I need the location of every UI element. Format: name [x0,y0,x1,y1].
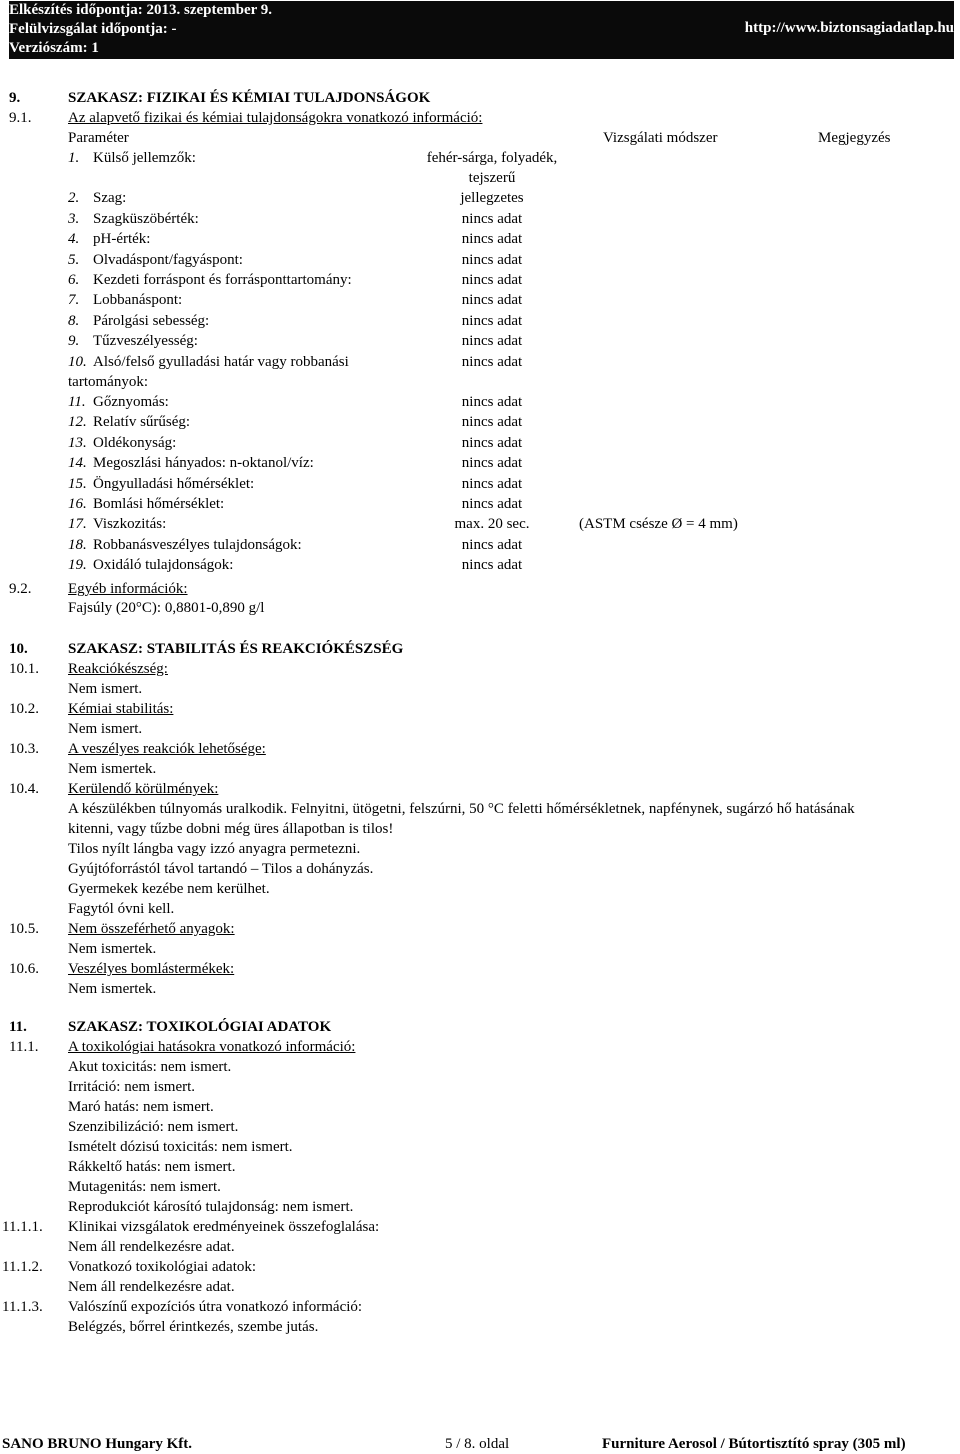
property-number: 11. [68,394,86,410]
property-value-cont: tejszerű [468,170,516,186]
property-value: nincs adat [461,394,523,410]
property-label: Tűzveszélyesség: [93,333,198,350]
section10-title: SZAKASZ: STABILITÁS ÉS REAKCIÓKÉSZSÉG [68,641,404,657]
property-label: Párolgási sebesség: [93,312,210,329]
property-label: Bomlási hőmérséklet: [93,496,225,512]
property-label: Kezdeti forráspont és forrásponttartomány: [93,272,352,288]
toxicology-item-text: Belégzés, bőrrel érintkezés, szembe jutás. [68,1319,319,1335]
section9-2-number: 9.2. [9,581,32,597]
section9-1-number: 9.1. [9,110,32,126]
subsection-text: Nem ismertek. [68,981,157,997]
subsection-title: Kémiai stabilitás: [68,701,174,717]
section9-title: SZAKASZ: FIZIKAI ÉS KÉMIAI TULAJDONSÁGOK [68,90,431,106]
property-label: Relatív sűrűség: [93,414,191,431]
toxicology-item-title: Klinikai vizsgálatok eredményeinek összefoglalása: [68,1219,380,1235]
property-number: 14. [68,455,87,472]
property-label: Gőznyomás: [93,394,169,410]
property-note: (ASTM csésze Ø = 4 mm) [579,516,738,533]
column-method: Vizsgálati módszer [603,130,718,146]
toxicology-line: Szenzibilizáció: nem ismert. [68,1119,239,1135]
section11-1-number: 11.1. [9,1039,39,1055]
toxicology-line: Maró hatás: nem ismert. [68,1099,214,1115]
subsection-number: 10.4. [9,781,39,797]
property-value: nincs adat [461,353,523,370]
property-label: pH-érték: [93,231,151,248]
footer-product: Furniture Aerosol / Bútortisztító spray (305 ml) [602,1436,906,1452]
property-label-cont: tartományok: [68,373,148,390]
property-number: 16. [68,496,87,512]
toxicology-item-number: 11.1.2. [2,1259,43,1275]
property-value: nincs adat [461,475,523,492]
density-text: Fajsúly (20°C): 0,8801-0,890 g/l [68,600,265,616]
property-value: nincs adat [461,251,523,268]
property-label: Oxidáló tulajdonságok: [93,557,234,574]
property-value: fehér-sárga, folyadék, [426,150,558,166]
subsection-title: Nem összeférhető anyagok: [68,921,235,937]
column-note: Megjegyzés [818,130,891,146]
property-label: Alsó/felső gyulladási határ vagy robbanási [93,353,349,370]
property-number: 10. [68,353,87,370]
toxicology-item-title: Vonatkozó toxikológiai adatok: [68,1259,257,1275]
property-number: 4. [68,231,80,248]
property-value: nincs adat [461,231,523,248]
property-number: 5. [68,251,80,268]
subsection-text: Fagytól óvni kell. [68,901,175,917]
property-number: 2. [68,190,80,207]
section9-1-title: Az alapvető fizikai és kémiai tulajdonságokra vonatkozó információ: [68,110,483,126]
property-value: nincs adat [461,210,523,227]
section9-number: 9. [9,90,21,106]
property-label: Megoszlási hányados: n-oktanol/víz: [93,455,314,472]
property-value: nincs adat [461,414,523,431]
property-value: nincs adat [461,536,523,553]
subsection-number: 10.3. [9,741,39,757]
property-number: 9. [68,333,80,350]
property-label: Robbanásveszélyes tulajdonságok: [93,536,302,553]
subsection-number: 10.5. [9,921,39,937]
property-number: 3. [68,210,80,227]
property-value: nincs adat [461,292,523,309]
version-number: Verziószám: 1 [9,40,99,56]
subsection-number: 10.2. [9,701,39,717]
subsection-text: A készülékben túlnyomás uralkodik. Felnyitni, ütögetni, felszúrni, 50 °C feletti hőmérsékletnek, napfénynek, sugárzó hő hatásának [68,801,855,817]
toxicology-item-text: Nem áll rendelkezésre adat. [68,1239,235,1255]
toxicology-line: Akut toxicitás: nem ismert. [68,1059,232,1075]
property-value: nincs adat [461,333,523,350]
property-label: Szagküszöbérték: [93,210,199,227]
property-number: 7. [68,292,80,309]
property-value: nincs adat [461,434,523,451]
property-number: 17. [68,516,87,533]
property-label: Viszkozitás: [93,516,167,533]
property-label: Öngyulladási hőmérséklet: [93,475,255,492]
section10-number: 10. [9,641,28,657]
property-value: nincs adat [461,312,523,329]
subsection-text: Tilos nyílt lángba vagy izzó anyagra permetezni. [68,841,361,857]
property-label: Lobbanáspont: [93,292,183,309]
subsection-title: A veszélyes reakciók lehetősége: [68,741,266,757]
toxicology-item-number: 11.1.3. [2,1299,43,1315]
toxicology-item-number: 11.1.1. [2,1219,43,1235]
toxicology-line: Irritáció: nem ismert. [68,1079,196,1095]
property-label: Szag: [93,190,127,207]
property-value: nincs adat [461,272,523,288]
toxicology-item-text: Nem áll rendelkezésre adat. [68,1279,235,1295]
property-number: 6. [68,272,80,288]
column-parameter: Paraméter [68,130,129,146]
property-value: nincs adat [461,455,523,472]
toxicology-line: Reprodukciót károsító tulajdonság: nem ismert. [68,1199,354,1215]
property-number: 19. [68,557,87,574]
toxicology-item-title: Valószínű expozíciós útra vonatkozó információ: [68,1299,363,1315]
section9-2-title: Egyéb információk: [68,581,188,597]
subsection-text: Gyújtóforrástól távol tartandó – Tilos a dohányzás. [68,861,374,877]
property-value: jellegzetes [460,190,524,207]
property-number: 1. [68,150,80,166]
subsection-text: kitenni, vagy tűzbe dobni még üres állapotban is tilos! [68,821,394,837]
property-label: Külső jellemzők: [93,150,196,166]
section11-number: 11. [9,1019,27,1035]
subsection-title: Reakciókészség: [68,661,168,677]
toxicology-line: Ismételt dózisú toxicitás: nem ismert. [68,1139,293,1155]
property-number: 18. [68,536,87,553]
revision-date: Felülvizsgálat időpontja: - [9,21,177,37]
footer-page-number: 5 / 8. oldal [445,1436,510,1452]
toxicology-line: Rákkeltő hatás: nem ismert. [68,1159,236,1175]
property-number: 8. [68,312,80,329]
section11-1-title: A toxikológiai hatásokra vonatkozó információ: [68,1039,356,1055]
property-label: Olvadáspont/fagyáspont: [93,251,243,268]
property-value: nincs adat [461,496,523,512]
property-label: Oldékonyság: [93,434,177,451]
subsection-number: 10.1. [9,661,39,677]
subsection-text: Nem ismert. [68,721,143,737]
subsection-text: Gyermekek kezébe nem kerülhet. [68,881,270,897]
section11-title: SZAKASZ: TOXIKOLÓGIAI ADATOK [68,1019,332,1035]
subsection-number: 10.6. [9,961,39,977]
subsection-text: Nem ismert. [68,681,143,697]
property-value: nincs adat [461,557,523,574]
property-number: 15. [68,475,87,492]
subsection-text: Nem ismertek. [68,761,157,777]
footer-company: SANO BRUNO Hungary Kft. [2,1436,193,1452]
created-date: Elkészítés időpontja: 2013. szeptember 9. [9,2,273,18]
property-number: 13. [68,434,87,451]
property-value: max. 20 sec. [454,516,530,533]
website-link[interactable]: http://www.biztonsagiadatlap.hu [744,20,954,36]
subsection-text: Nem ismertek. [68,941,157,957]
toxicology-line: Mutagenitás: nem ismert. [68,1179,221,1195]
subsection-title: Kerülendő körülmények: [68,781,219,797]
property-number: 12. [68,414,87,431]
subsection-title: Veszélyes bomlástermékek: [68,961,235,977]
